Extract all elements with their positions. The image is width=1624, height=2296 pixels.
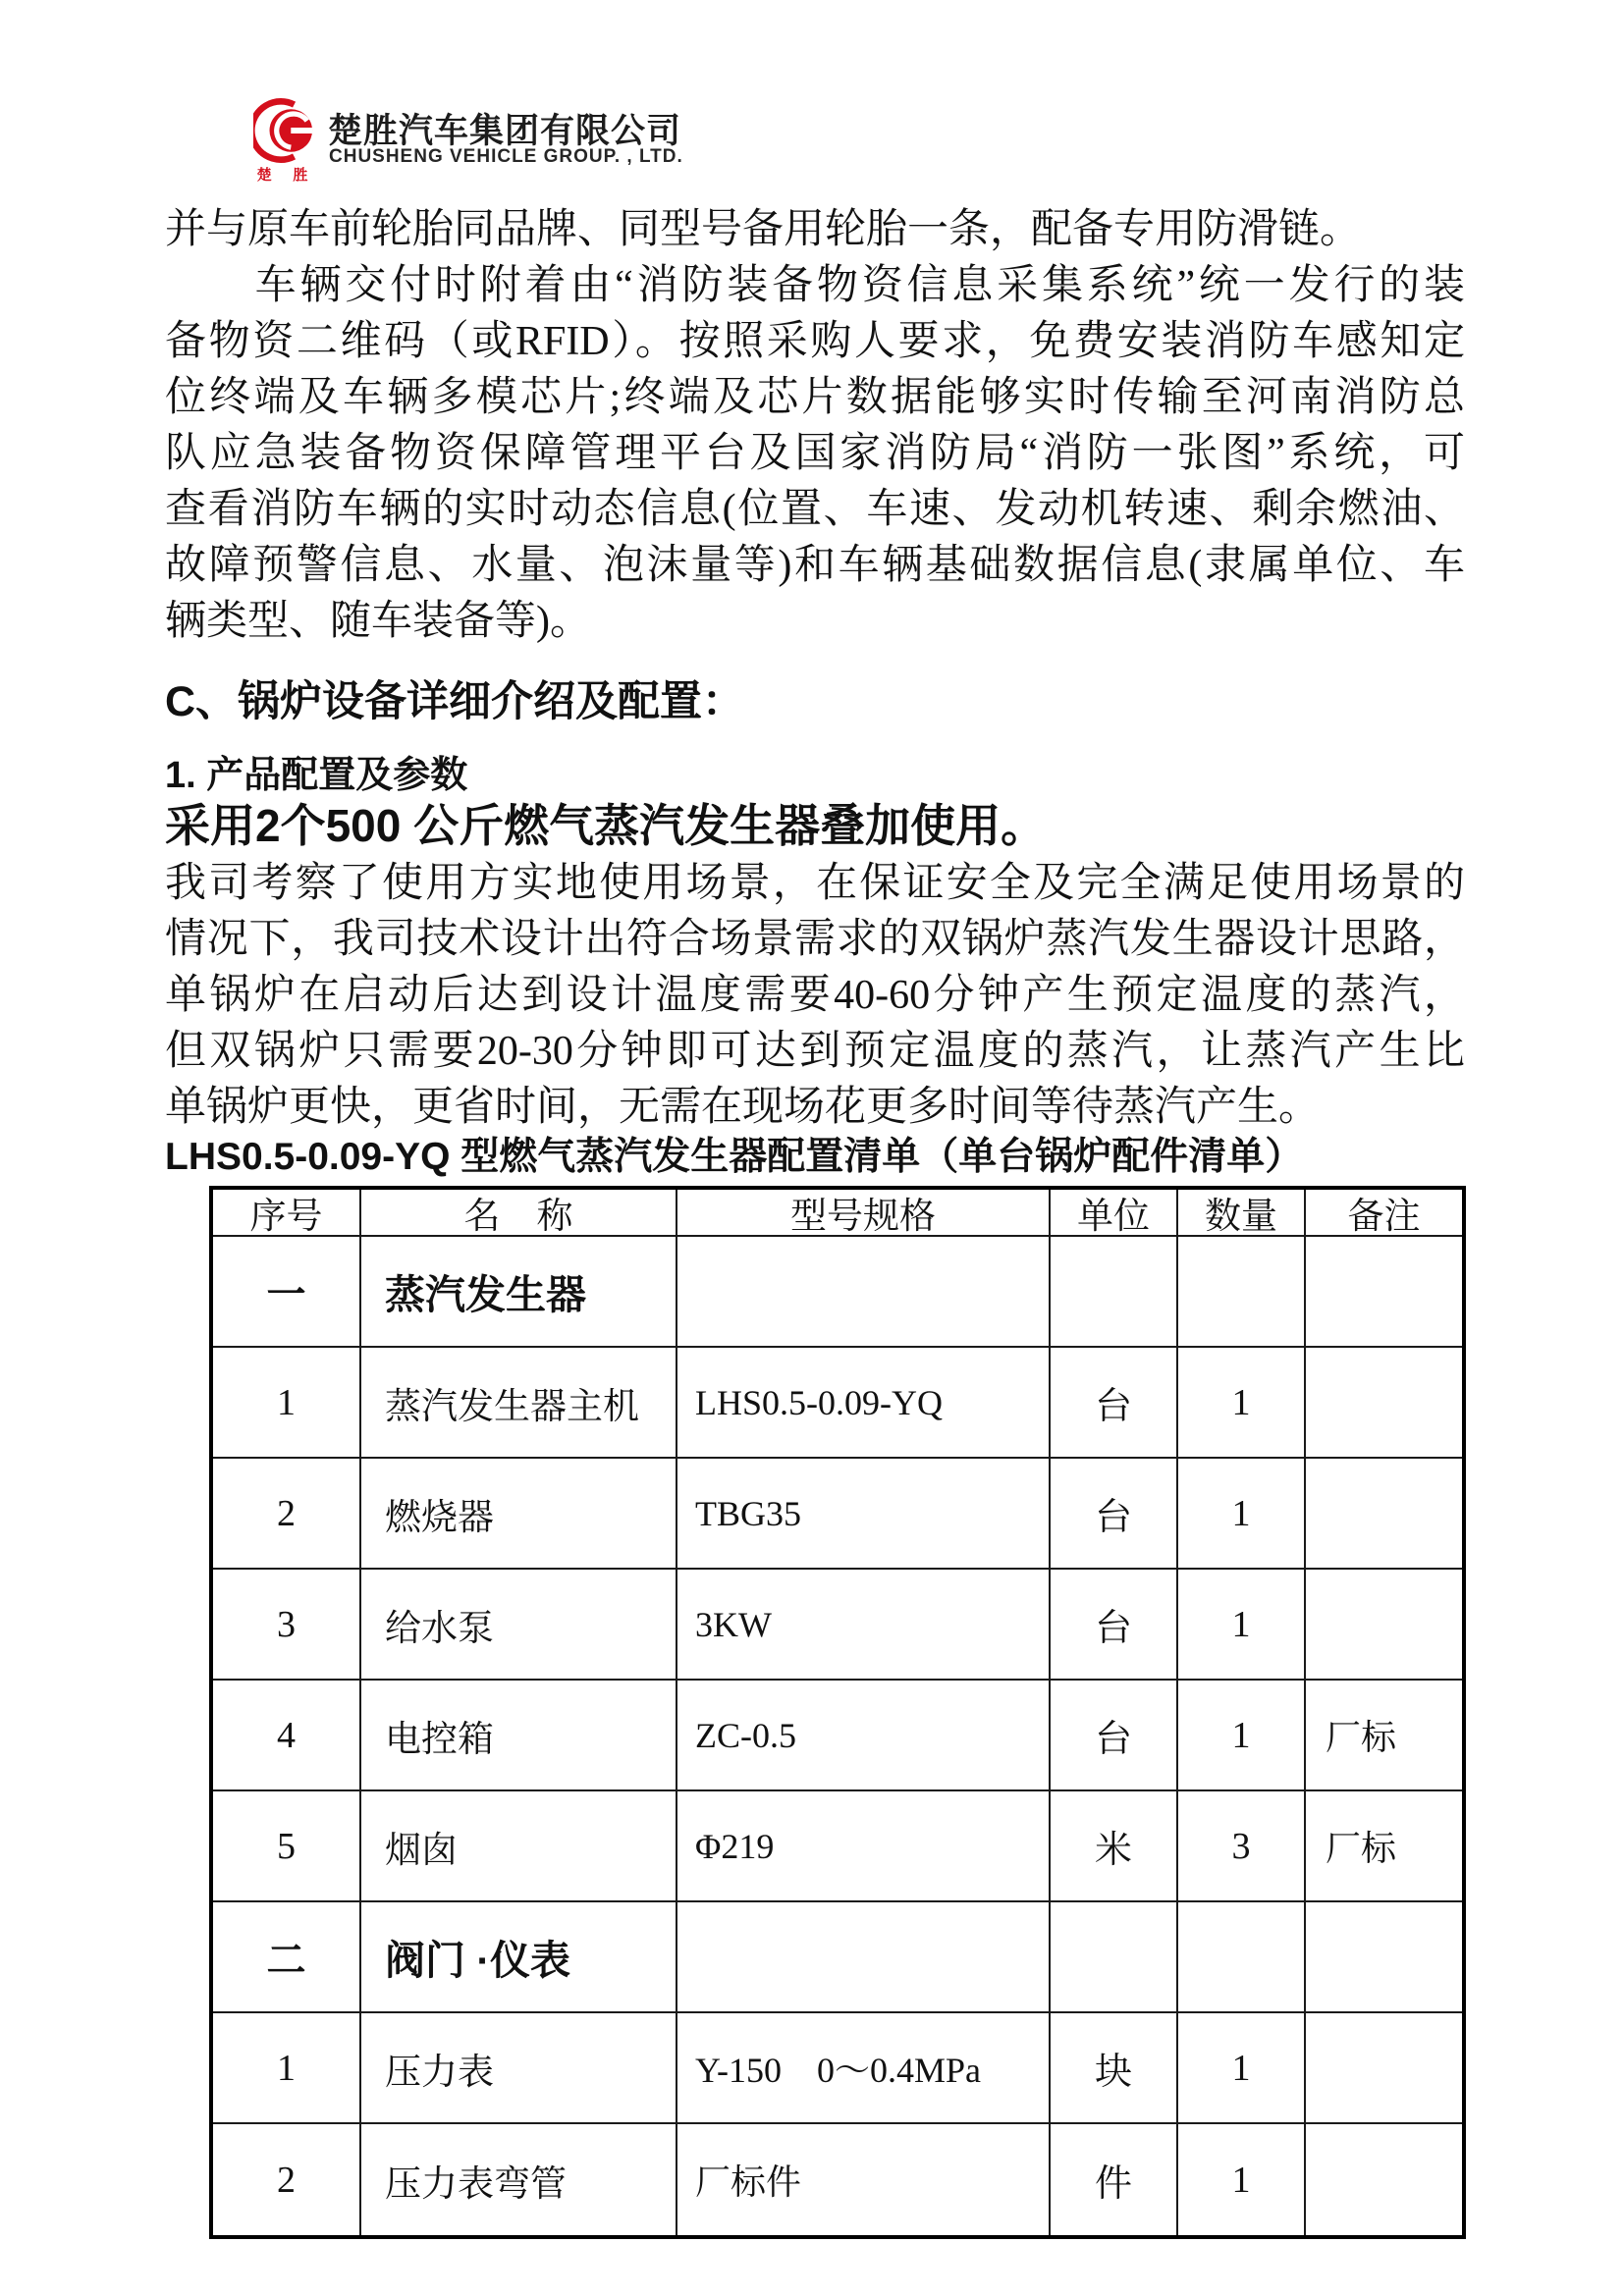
text-line: 车辆交付时附着由“消防装备物资信息采集系统”统一发行的装 [165,263,1465,308]
cell-unit [1051,1902,1178,2013]
text-line: 队应急装备物资保障管理平台及国家消防局“消防一张图”系统，可 [165,431,1465,476]
cell-note: 厂标 [1306,1681,1462,1791]
cell-no: 2 [213,1459,361,1570]
logo-caption: 楚 胜 [256,168,317,184]
cell-name: 蒸汽发生器 [361,1237,677,1348]
cell-qty: 1 [1178,1348,1306,1459]
table-title: LHS0.5-0.09-YQ 型燃气蒸汽发生器配置清单（单台锅炉配件清单） [165,1136,1304,1178]
header-cell: 型号规格 [677,1190,1051,1237]
cell-note [1306,1348,1462,1459]
cell-note [1306,1570,1462,1681]
cell-spec: LHS0.5-0.09-YQ [677,1348,1051,1459]
cell-name: 电控箱 [361,1681,677,1791]
text-line: 单锅炉更快，更省时间，无需在现场花更多时间等待蒸汽产生。 [165,1085,1321,1130]
cell-name: 蒸汽发生器主机 [361,1348,677,1459]
cell-no: 1 [213,1348,361,1459]
cell-qty: 3 [1178,1791,1306,1902]
paragraph-vehicle-delivery [165,202,1465,650]
cell-qty: 1 [1178,1681,1306,1791]
cell-name: 阀门 ·仪表 [361,1902,677,2013]
cell-qty: 1 [1178,2013,1306,2124]
text-line: 单锅炉在启动后达到设计温度需要40-60分钟产生预定温度的蒸汽， [165,973,1465,1018]
cell-no: 1 [213,2013,361,2124]
bold-statement: 采用2个500 公斤燃气蒸汽发生器叠加使用。 [165,800,1047,851]
cell-note [1306,1459,1462,1570]
cell-name: 给水泵 [361,1570,677,1681]
cell-spec: Y-150 0～0.4MPa [677,2013,1051,2124]
cell-name: 压力表弯管 [361,2124,677,2235]
cell-spec: 厂标件 [677,2124,1051,2235]
cell-no: 二 [213,1902,361,2013]
cell-name: 燃烧器 [361,1459,677,1570]
cell-unit: 件 [1051,2124,1178,2235]
cell-unit [1051,1237,1178,1348]
cell-unit: 台 [1051,1348,1178,1459]
cell-unit: 块 [1051,2013,1178,2124]
configuration-table [209,1186,1466,2239]
cell-qty: 1 [1178,2124,1306,2235]
cell-spec: TBG35 [677,1459,1051,1570]
heading-product-config: 1. 产品配置及参数 [165,755,468,796]
heading-boiler-section: C、锅炉设备详细介绍及配置： [165,678,745,725]
company-logo-icon [253,98,318,163]
text-line: 位终端及车辆多模芯片;终端及芯片数据能够实时传输至河南消防总 [165,375,1465,420]
text-line: 备物资二维码（或RFID）。按照采购人要求，免费安装消防车感知定 [165,319,1465,364]
cell-name: 压力表 [361,2013,677,2124]
cell-no: 3 [213,1570,361,1681]
cell-note: 厂标 [1306,1791,1462,1902]
cell-no: 一 [213,1237,361,1348]
text-line: 但双锅炉只需要20-30分钟即可达到预定温度的蒸汽，让蒸汽产生比 [165,1029,1465,1074]
cell-qty [1178,1902,1306,2013]
cell-note [1306,1902,1462,2013]
header-cell: 序号 [213,1190,361,1237]
header-cell: 单位 [1051,1190,1178,1237]
cell-name: 烟囱 [361,1791,677,1902]
cell-note [1306,1237,1462,1348]
text-line: 辆类型、随车装备等)。 [165,599,591,644]
company-name-cn: 楚胜汽车集团有限公司 [328,112,682,150]
text-line: 我司考察了使用方实地使用场景，在保证安全及完全满足使用场景的 [165,861,1465,906]
text-line: 并与原车前轮胎同品牌、同型号备用轮胎一条，配备专用防滑链。 [165,207,1362,252]
company-name-en: CHUSHENG VEHICLE GROUP. , LTD. [329,146,683,167]
cell-no: 4 [213,1681,361,1791]
cell-note [1306,2013,1462,2124]
cell-no: 5 [213,1791,361,1902]
paragraph-dual-boiler-design [165,856,1465,1136]
cell-spec: Φ219 [677,1791,1051,1902]
cell-unit: 台 [1051,1459,1178,1570]
cell-unit: 台 [1051,1570,1178,1681]
cell-spec [677,1237,1051,1348]
cell-spec: 3KW [677,1570,1051,1681]
cell-spec: ZC-0.5 [677,1681,1051,1791]
header-cell: 备注 [1306,1190,1462,1237]
cell-unit: 台 [1051,1681,1178,1791]
cell-spec [677,1902,1051,2013]
cell-note [1306,2124,1462,2235]
text-line: 故障预警信息、水量、泡沫量等)和车辆基础数据信息(隶属单位、车 [165,543,1465,588]
cell-no: 2 [213,2124,361,2235]
text-line: 查看消防车辆的实时动态信息(位置、车速、发动机转速、剩余燃油、 [165,487,1465,532]
cell-qty: 1 [1178,1570,1306,1681]
header-cell: 数量 [1178,1190,1306,1237]
header-cell: 名 称 [361,1190,677,1237]
cell-qty: 1 [1178,1459,1306,1570]
text-line: 情况下，我司技术设计出符合场景需求的双锅炉蒸汽发生器设计思路， [165,917,1465,962]
cell-qty [1178,1237,1306,1348]
cell-unit: 米 [1051,1791,1178,1902]
